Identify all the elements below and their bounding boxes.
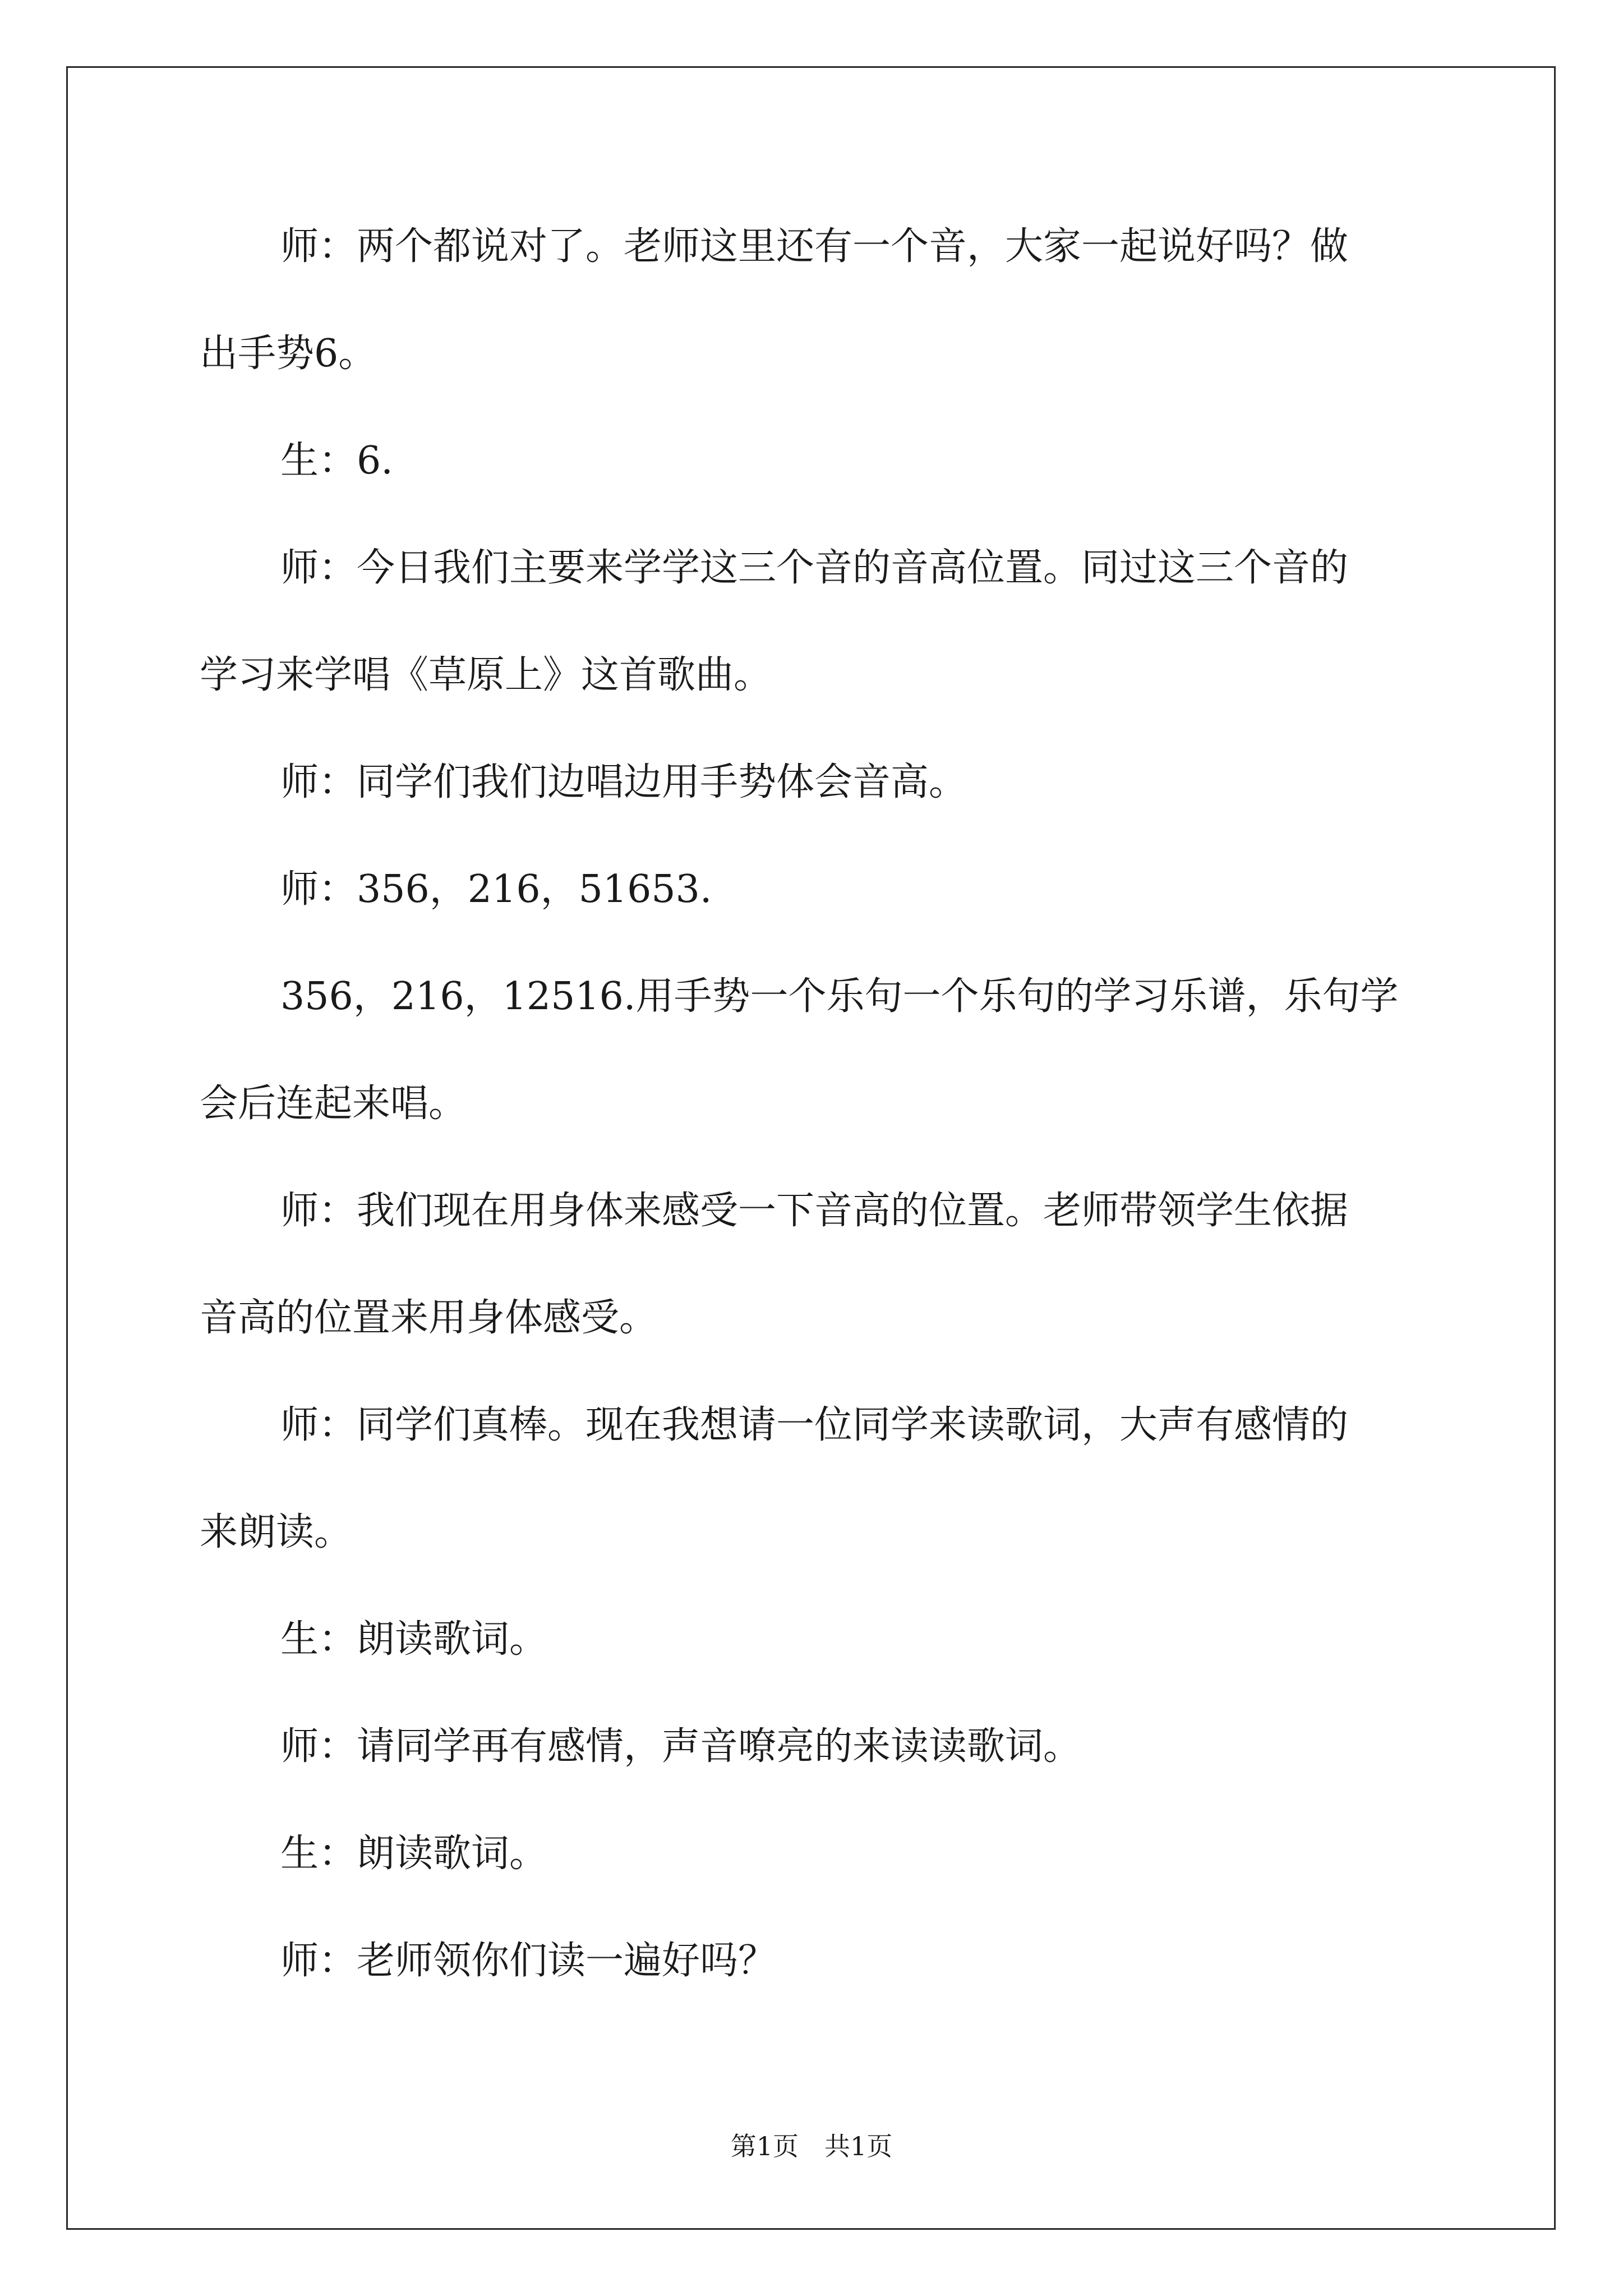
paragraph-line: 师：我们现在用身体来感受一下音高的位置。老师带领学生依据 xyxy=(280,1189,1349,1233)
paragraph-line: 356，216，12516.用手势一个乐句一个乐句的学习乐谱，乐句学 xyxy=(280,974,1399,1019)
paragraph-line: 来朗读。 xyxy=(200,1510,353,1554)
paragraph-line: 生：6. xyxy=(280,439,393,483)
paragraph-line: 生：朗读歌词。 xyxy=(280,1617,548,1662)
paragraph-line: 师：同学们我们边唱边用手势体会音高。 xyxy=(280,760,967,804)
paragraph-line: 师：请同学再有感情，声音嘹亮的来读读歌词。 xyxy=(280,1724,1082,1769)
paragraph-line: 会后连起来唱。 xyxy=(200,1082,467,1126)
paragraph-line: 师：同学们真棒。现在我想请一位同学来读歌词，大声有感情的 xyxy=(280,1403,1349,1447)
paragraph-line: 音高的位置来用身体感受。 xyxy=(200,1296,658,1340)
page-border xyxy=(66,66,1556,2230)
paragraph-line: 生：朗读歌词。 xyxy=(280,1832,548,1876)
page-footer: 第1页 共1页 xyxy=(730,2131,893,2161)
paragraph-line: 出手势6。 xyxy=(200,332,377,376)
paragraph-line: 师：今日我们主要来学学这三个音的音高位置。同过这三个音的 xyxy=(280,546,1349,590)
paragraph-line: 学习来学唱《草原上》这首歌曲。 xyxy=(200,653,772,697)
paragraph-line: 师：老师领你们读一遍好吗？ xyxy=(280,1939,777,1983)
paragraph-line: 师：两个都说对了。老师这里还有一个音，大家一起说好吗？做 xyxy=(280,224,1349,269)
paragraph-line: 师：356，216，51653. xyxy=(280,867,712,912)
